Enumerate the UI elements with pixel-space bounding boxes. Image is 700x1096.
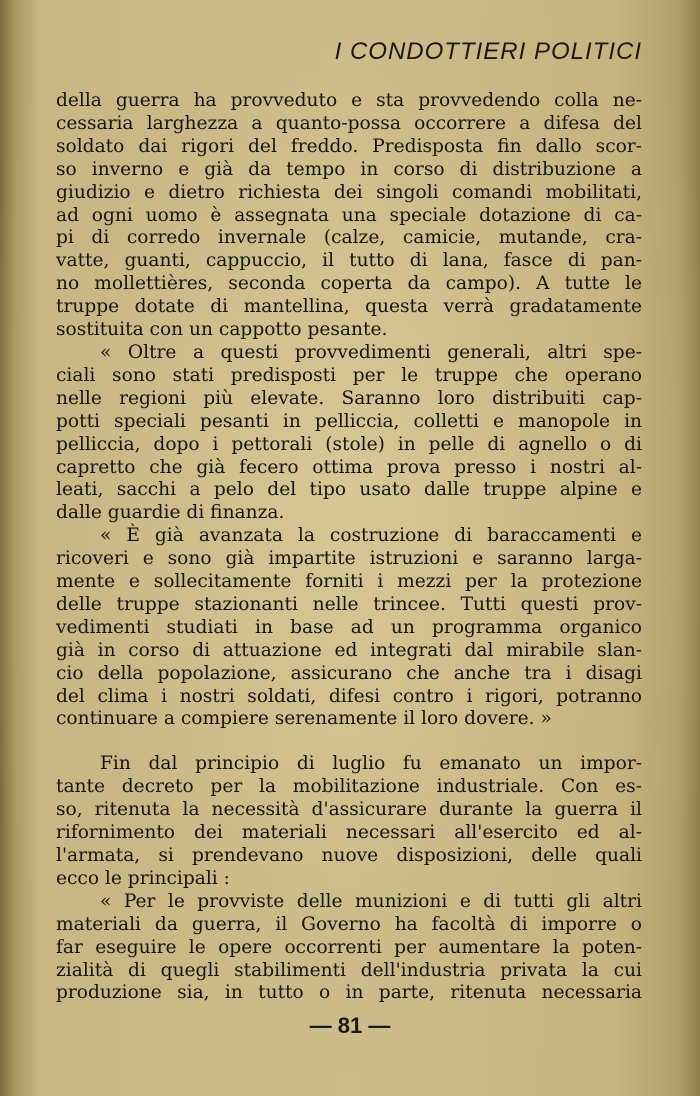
text-line: giudizio e dietro richiesta dei singoli comandi mobilitati,: [56, 181, 642, 203]
text-line: mente e sollecitamente forniti i mezzi per la protezione: [56, 571, 642, 593]
paragraph: [56, 753, 642, 890]
text-line: già in corso di attuazione ed integrati dal mirabile slan-: [56, 639, 642, 661]
text-line: dalle guardie di finanza.: [56, 502, 285, 524]
text-line: truppe dotate di mantellina, questa verrà gradatamente: [56, 296, 642, 318]
text-line: rifornimento dei materiali necessari all'esercito ed al-: [56, 822, 642, 844]
text-line: far eseguire le opere occorrenti per aumentare la poten-: [56, 936, 642, 958]
text-line: nelle regioni più elevate. Saranno loro distribuiti cap-: [56, 387, 642, 409]
text-line: so inverno e già da tempo in corso di distribuzione a: [56, 158, 642, 180]
section-gap: [56, 731, 642, 753]
text-line: potti speciali pesanti in pelliccia, colletti e manopole in: [56, 410, 642, 432]
text-line: capretto che già fecero ottima prova presso i nostri al-: [56, 456, 642, 478]
paragraph: [56, 342, 642, 525]
text-line: l'armata, si prendevano nuove disposizioni, delle quali: [56, 845, 642, 866]
text-line: no mollettières, seconda coperta da campo). A tutte le: [56, 273, 642, 295]
body-text: [56, 90, 642, 1005]
text-line: ciali sono stati predisposti per le truppe che operano: [56, 364, 642, 386]
text-line: pelliccia, dopo i pettorali (stole) in pelle di agnello o di: [56, 433, 642, 455]
text-line: sostituita con un cappotto pesante.: [56, 319, 388, 341]
text-line: Fin dal principio di luglio fu emanato un impor-: [100, 753, 642, 775]
text-line: soldato dai rigori del freddo. Predisposta fin dallo scor-: [56, 135, 642, 157]
text-line: leati, sacchi a pelo del tipo usato dalle truppe alpine e: [56, 479, 642, 501]
text-line: cessaria larghezza a quanto-possa occorrere a difesa del: [56, 112, 642, 134]
text-line: materiali da guerra, il Governo ha facoltà di imporre o: [56, 913, 642, 935]
text-line: pi di corredo invernale (calze, camicie, mutande, cra-: [56, 227, 642, 249]
text-line: del clima i nostri soldati, difesi contro i rigori, potranno: [56, 685, 642, 707]
paragraph: [56, 90, 642, 342]
paragraph: [56, 891, 642, 1006]
running-title: I CONDOTTIERI POLITICI: [334, 38, 642, 65]
text-line: ricoveri e sono già impartite istruzioni e saranno larga-: [56, 548, 642, 570]
text-line: zialità di quegli stabilimenti dell'industria privata la cui: [56, 959, 642, 981]
text-line: continuare a compiere serenamente il loro dovere. »: [56, 708, 552, 730]
text-line: tante decreto per la mobilitazione industriale. Con es-: [56, 776, 642, 798]
page-number: — 81 —: [309, 1013, 391, 1038]
text-line: delle truppe stazionanti nelle trincee. Tutti questi prov-: [56, 593, 642, 615]
text-line: vedimenti studiati in base ad un programma organico: [56, 616, 642, 638]
text-line: ecco le principali :: [56, 867, 230, 889]
text-line: ad ogni uomo è assegnata una speciale dotazione di ca-: [56, 204, 642, 226]
text-line: « Oltre a questi provvedimenti generali, altri spe-: [100, 341, 642, 363]
text-line: produzione sia, in tutto o in parte, ritenuta necessaria: [56, 982, 642, 1004]
text-line: vatte, guanti, cappuccio, il tutto di lana, fasce di pan-: [56, 250, 642, 272]
text-line: cio della popolazione, assicurano che anche tra i disagi: [56, 662, 642, 684]
text-line: « Per le provviste delle munizioni e di tutti gli altri: [100, 890, 642, 912]
text-line: della guerra ha provveduto e sta provvedendo colla ne-: [56, 90, 642, 111]
paragraph: [56, 525, 642, 731]
text-line: « È già avanzata la costruzione di baraccamenti e: [100, 525, 642, 547]
text-line: so, ritenuta la necessità d'assicurare durante la guerra il: [56, 799, 642, 821]
